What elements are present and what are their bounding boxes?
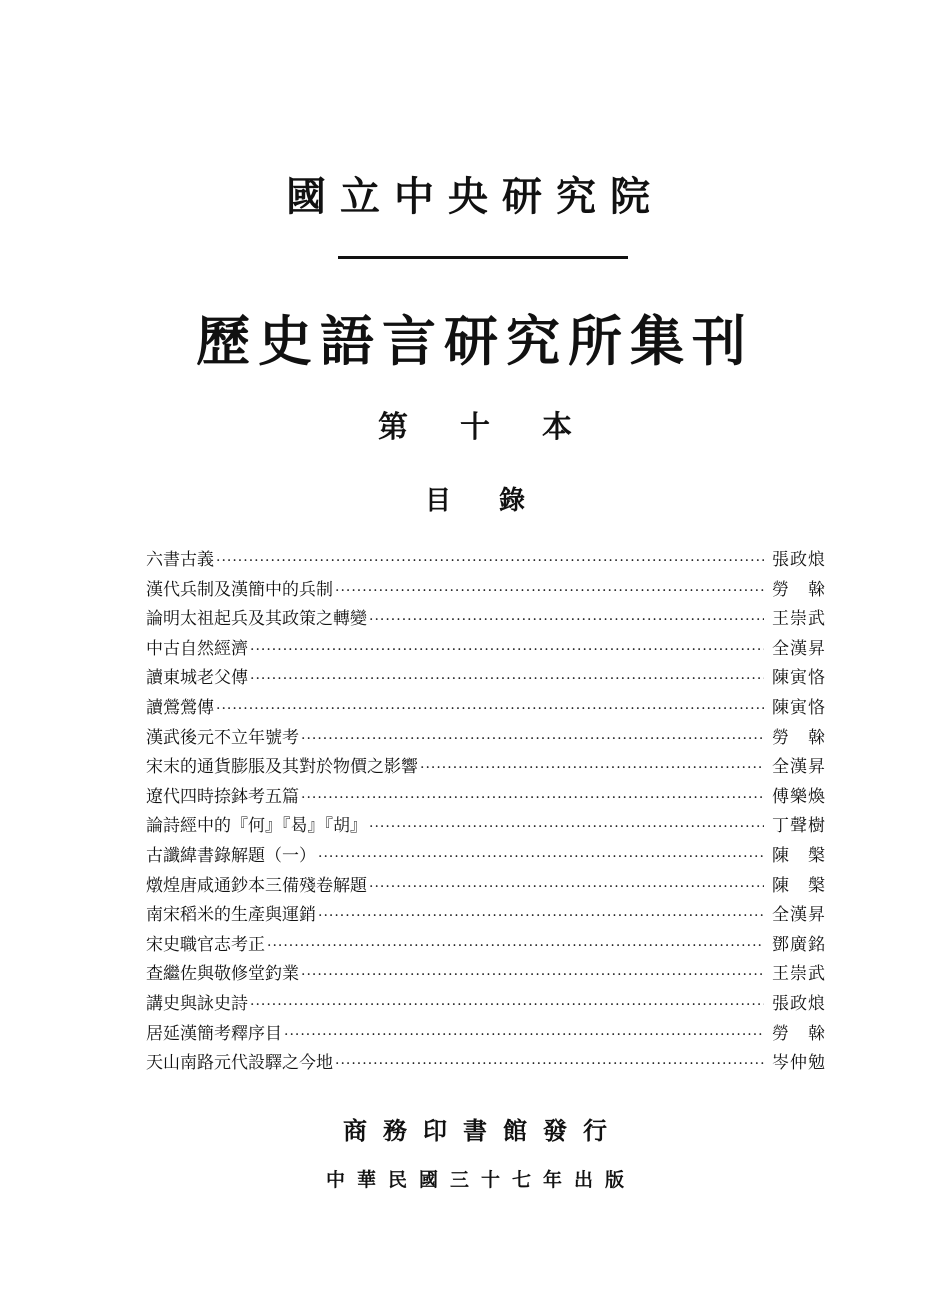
toc-entry [146,576,826,606]
toc-entry [146,546,826,576]
toc-dot-leader [284,1021,764,1051]
toc-dot-leader [318,902,764,932]
toc-entry [146,724,826,754]
toc-dot-leader [216,695,764,725]
toc-entry-author: 傅樂煥 [772,786,826,807]
toc-entry-title: 讀鶯鶯傳 [146,697,214,718]
toc-dot-leader [335,1050,764,1080]
toc-entry-author: 陳 槃 [772,845,826,866]
toc-entry-author: 全漢昇 [772,638,826,659]
toc-entry-author: 勞 榦 [772,579,826,600]
toc-entry [146,605,826,635]
toc-entry-author: 全漢昇 [772,905,826,926]
toc-entry [146,753,826,783]
toc-entry-author: 王崇武 [772,964,826,985]
toc-entry-title: 論詩經中的『何』『曷』『胡』 [146,816,367,837]
toc-entry-author: 鄧廣銘 [772,934,826,955]
toc-dot-leader [369,873,764,903]
toc-entry-author: 陳寅恪 [772,668,826,689]
toc-dot-leader [335,577,764,607]
publication-date: 中華民國三十七年出版 [325,1169,636,1191]
toc-dot-leader [318,843,764,873]
toc-dot-leader [267,932,764,962]
toc-entry [146,664,826,694]
toc-entry-title: 天山南路元代設驛之今地 [146,1053,333,1074]
toc-entry [146,635,826,665]
table-of-contents [146,546,826,1079]
toc-entry [146,872,826,902]
toc-dot-leader [250,991,764,1021]
toc-entry-title: 論明太祖起兵及其政策之轉變 [146,609,367,630]
toc-entry-author: 勞 榦 [772,727,826,748]
toc-entry-title: 宋史職官志考正 [146,934,265,955]
publisher: 商務印書館發行 [343,1116,623,1145]
toc-entry-author: 張政烺 [772,550,826,570]
toc-entry [146,990,826,1020]
toc-entry-title: 古讖緯書錄解題（一） [146,845,316,866]
toc-dot-leader [250,636,764,666]
toc-entry-title: 燉煌唐咸通鈔本三備殘卷解題 [146,875,367,896]
toc-entry-author: 丁聲樹 [772,816,826,837]
toc-entry-title: 漢武後元不立年號考 [146,727,299,748]
toc-entry-title: 南宋稻米的生產與運銷 [146,905,316,926]
toc-entry-title: 讀東城老父傳 [146,668,248,689]
toc-entry [146,931,826,961]
toc-dot-leader [301,961,764,991]
toc-entry-title: 六書古義 [146,550,214,570]
toc-entry-author: 陳 槃 [772,875,826,896]
toc-dot-leader [250,665,764,695]
toc-entry-author: 全漢昇 [772,757,826,778]
toc-dot-leader [301,784,764,814]
toc-dot-leader [369,606,764,636]
toc-entry-title: 宋末的通貨膨脹及其對於物價之影響 [146,757,418,778]
toc-entry-author: 王崇武 [772,609,826,630]
volume-number: 第十本 [378,410,624,445]
toc-entry [146,694,826,724]
toc-entry-author: 岑仲勉 [772,1053,826,1074]
toc-dot-leader [216,547,764,577]
toc-entry [146,783,826,813]
toc-entry-author: 陳寅恪 [772,697,826,718]
toc-dot-leader [369,813,764,843]
toc-entry-title: 居延漢簡考釋序目 [146,1023,282,1044]
toc-entry-title: 講史與詠史詩 [146,993,248,1014]
toc-dot-leader [420,754,764,784]
journal-title: 歷史語言研究所集刊 [196,309,754,373]
toc-entry [146,901,826,931]
institution-name: 國立中央研究院 [286,173,664,220]
title-divider [338,256,628,259]
toc-dot-leader [301,725,764,755]
toc-entry [146,1020,826,1050]
toc-entry-title: 遼代四時捺鉢考五篇 [146,786,299,807]
toc-entry [146,842,826,872]
toc-entry-title: 中古自然經濟 [146,638,248,659]
contents-heading: 目錄 [424,486,573,516]
toc-entry-title: 漢代兵制及漢簡中的兵制 [146,579,333,600]
toc-entry-author: 張政烺 [772,993,826,1014]
toc-entry [146,960,826,990]
toc-entry-title: 查繼佐與敬修堂釣業 [146,964,299,985]
toc-entry [146,812,826,842]
toc-entry-author: 勞 榦 [772,1023,826,1044]
toc-entry [146,1049,826,1079]
